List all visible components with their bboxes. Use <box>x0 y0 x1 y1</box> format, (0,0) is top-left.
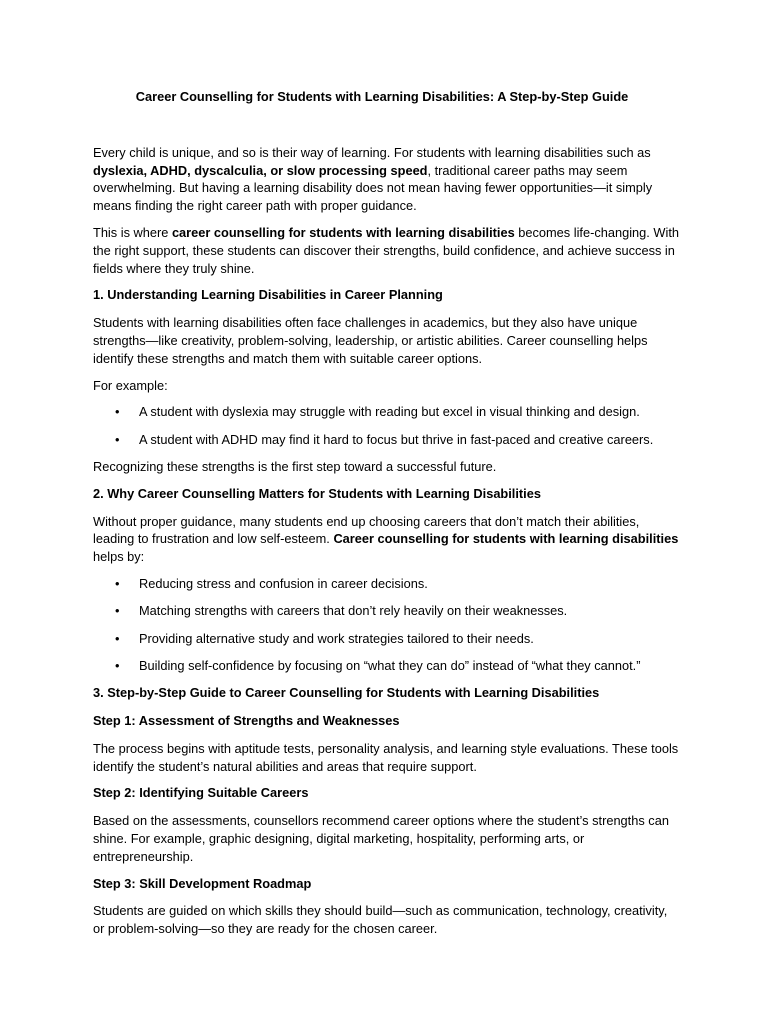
document-title: Career Counselling for Students with Learning Disabilities: A Step-by-Step Guide <box>135 89 629 104</box>
intro-paragraph-2 <box>93 224 681 277</box>
section-2-bullet-list <box>93 575 681 675</box>
list-item-text: Building self-confidence by focusing on “what they can do” instead of “what they cannot.” <box>139 657 641 673</box>
list-item-text: A student with dyslexia may struggle with reading but excel in visual thinking and design. <box>139 404 640 420</box>
list-item <box>93 630 681 648</box>
list-item <box>93 657 681 675</box>
step-2-heading: Step 2: Identifying Suitable Careers <box>93 785 309 801</box>
intro-paragraph-1 <box>93 144 681 215</box>
list-item-text: Matching strengths with careers that don’t rely heavily on their weaknesses. <box>139 603 568 619</box>
section-2-p1-text-b: helps by: <box>93 549 145 565</box>
section-1-heading: 1. Understanding Learning Disabilities in Career Planning <box>93 287 443 303</box>
section-2-p1-bold: Career counselling for students with learning disabilities <box>333 531 679 547</box>
step-3-heading: Step 3: Skill Development Roadmap <box>93 875 312 891</box>
bullet-icon: • <box>115 431 120 447</box>
section-1-paragraph-1: Students with learning disabilities often face challenges in academics, but they also have unique strengths—like creativity, problem-solving, leadership, or artistic abilities. Career counselling helps identify these strengths and match them with suitable career options. <box>93 315 648 366</box>
step-3-paragraph: Students are guided on which skills they should build—such as communication, technology, creativity, or problem-solving—so they are ready for the chosen career. <box>93 903 668 937</box>
list-item <box>93 575 681 593</box>
list-item <box>93 403 681 421</box>
section-2-paragraph-1 <box>93 513 681 566</box>
bullet-icon: • <box>115 630 120 646</box>
intro-p1-text-b: , traditional career paths may seem overwhelming. But having a learning disability does not mean having fewer opportunities—it simply means finding the right career path with proper guidance. <box>93 162 653 214</box>
step-1-heading: Step 1: Assessment of Strengths and Weaknesses <box>93 712 400 728</box>
bullet-icon: • <box>115 657 120 673</box>
list-item <box>93 431 681 449</box>
section-2-heading: 2. Why Career Counselling Matters for Students with Learning Disabilities <box>93 485 541 501</box>
step-2-paragraph: Based on the assessments, counsellors recommend career options where the student’s strengths can shine. For example, graphic designing, digital marketing, hospitality, performing arts, or entrepreneurship. <box>93 813 669 864</box>
section-2-p1-text-a: Without proper guidance, many students end up choosing careers that don’t match their abilities, leading to frustration and low self-esteem. <box>93 513 640 547</box>
section-3-heading: 3. Step-by-Step Guide to Career Counselling for Students with Learning Disabilities <box>93 685 600 701</box>
intro-p2-text-b: becomes life-changing. With the right support, these students can discover their strengths, build confidence, and achieve success in fields where they truly shine. <box>93 224 679 276</box>
bullet-icon: • <box>115 603 120 619</box>
intro-p2-bold: career counselling for students with learning disabilities <box>171 224 515 240</box>
section-1-paragraph-3: Recognizing these strengths is the first step toward a successful future. <box>93 458 497 474</box>
intro-p1-bold: dyslexia, ADHD, dyscalculia, or slow processing speed <box>93 162 428 178</box>
section-1-bullet-list <box>93 403 681 448</box>
step-1-paragraph: The process begins with aptitude tests, personality analysis, and learning style evaluations. These tools identify the student’s natural abilities and areas that require support. <box>93 740 679 774</box>
list-item-text: A student with ADHD may find it hard to focus but thrive in fast-paced and creative careers. <box>139 431 654 447</box>
document-body <box>93 88 681 947</box>
section-1-paragraph-2: For example: <box>93 377 168 393</box>
intro-p2-text-a: This is where <box>93 224 172 240</box>
list-item-text: Providing alternative study and work strategies tailored to their needs. <box>139 630 534 646</box>
intro-p1-text-a: Every child is unique, and so is their way of learning. For students with learning disabilities such as <box>93 144 651 160</box>
list-item-text: Reducing stress and confusion in career decisions. <box>139 575 428 591</box>
bullet-icon: • <box>115 575 120 591</box>
bullet-icon: • <box>115 404 120 420</box>
list-item <box>93 602 681 620</box>
